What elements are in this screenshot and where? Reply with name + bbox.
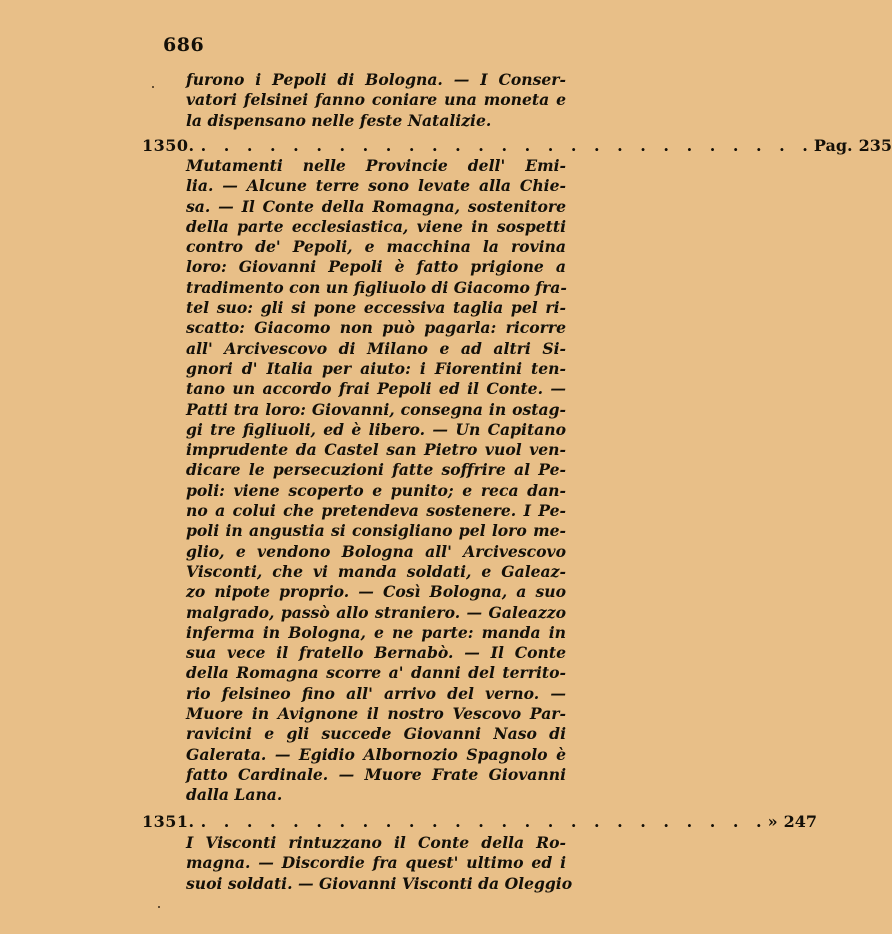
intro-paragraph [186, 70, 566, 131]
text-line: Mutamenti nelle Provincie dell' Emi- [186, 156, 566, 175]
text-line: fatto Cardinale. — Muore Frate Giovanni [186, 764, 566, 784]
paper-speck [152, 86, 154, 88]
text-line: imprudente da Castel san Pietro vuol ven- [186, 440, 566, 460]
text-line: I Visconti rintuzzano il Conte della Ro- [186, 833, 566, 852]
text-line: dicare le persecuzioni fatte soffrire al Pe- [186, 460, 566, 480]
entry-year: 1351. [142, 812, 195, 831]
text-line: poli in angustia si consigliano pel loro me- [186, 521, 566, 541]
text-line: scatto: Giacomo non può pagarla: ricorre [186, 318, 566, 338]
text-line: inferma in Bologna, e ne parte: manda in [186, 622, 566, 642]
text-line: della parte ecclesiastica, viene in sospetti [186, 216, 566, 236]
entry-year: 1350. [142, 136, 195, 155]
text-line: poli: viene scoperto e punito; e reca dan- [186, 480, 566, 500]
page-reference [768, 812, 817, 832]
text-line: contro de' Pepoli, e macchina la rovina [186, 237, 566, 257]
page-reference-number: 235 [858, 136, 892, 155]
text-line: malgrado, passò allo straniero. — Galeazzo [186, 602, 566, 622]
text-line: magna. — Discordie fra quest' ultimo ed i [186, 853, 566, 873]
page-reference [814, 136, 892, 156]
text-line: lia. — Alcune terre sono levate alla Chie- [186, 176, 566, 196]
text-line: rio felsineo fino all' arrivo del verno. — [186, 683, 566, 703]
text-line: la dispensano nelle feste Natalizie. [186, 110, 492, 130]
page-number: 686 [163, 34, 205, 56]
text-line: tradimento con un figliuolo di Giacomo fra- [186, 277, 567, 297]
page-reference-label: » [767, 812, 778, 831]
entry-paragraph-1350 [186, 156, 566, 806]
dot-leader: . . . . . . . . . . . . . . . . . . . . . . . . . . . [200, 136, 814, 155]
text-line: glio, e vendono Bologna all' Arcivescovo [186, 541, 566, 561]
text-line: sa. — Il Conte della Romagna, sostenitore [186, 196, 566, 216]
text-line: zo nipote proprio. — Così Bologna, a suo [186, 582, 566, 602]
dot-leader: . . . . . . . . . . . . . . . . . . . . . . . . . [200, 812, 768, 831]
text-line: Galerata. — Egidio Albornozio Spagnolo è [186, 744, 566, 764]
page-reference-label: Pag. [813, 136, 853, 155]
text-line: vatori felsinei fanno coniare una moneta e [186, 90, 566, 110]
text-line: furono i Pepoli di Bologna. — I Conser- [186, 70, 566, 89]
text-line: tano un accordo frai Pepoli ed il Conte. — [186, 379, 566, 399]
text-line: gi tre figliuoli, ed è libero. — Un Capitano [186, 419, 566, 439]
text-line: suoi soldati. — Giovanni Visconti da Oleggio [186, 873, 573, 893]
text-line: all' Arcivescovo di Milano e ad altri Si- [186, 338, 566, 358]
text-line: della Romagna scorre a' danni del territo- [186, 663, 566, 683]
text-line: loro: Giovanni Pepoli è fatto prigione a [186, 257, 566, 277]
entry-header-1350 [142, 136, 892, 156]
entry-header-1351 [142, 812, 817, 832]
text-line: no a colui che pretendeva sostenere. I Pe- [186, 501, 566, 521]
paper-speck [158, 906, 160, 908]
text-line: dalla Lana. [186, 785, 283, 805]
page-reference-number: 247 [783, 812, 817, 831]
text-line: sua vece il fratello Bernabò. — Il Conte [186, 643, 566, 663]
text-line: ravicini e gli succede Giovanni Naso di [186, 724, 566, 744]
text-line: Patti tra loro: Giovanni, consegna in ostag- [186, 399, 566, 419]
text-line: tel suo: gli si pone eccessiva taglia pel ri- [186, 298, 566, 318]
text-line: gnori d' Italia per aiuto: i Fiorentini ten- [186, 358, 566, 378]
text-line: Visconti, che vi manda soldati, e Galeaz- [186, 561, 566, 581]
entry-paragraph-1351 [186, 833, 573, 894]
text-line: Muore in Avignone il nostro Vescovo Par- [186, 704, 566, 724]
